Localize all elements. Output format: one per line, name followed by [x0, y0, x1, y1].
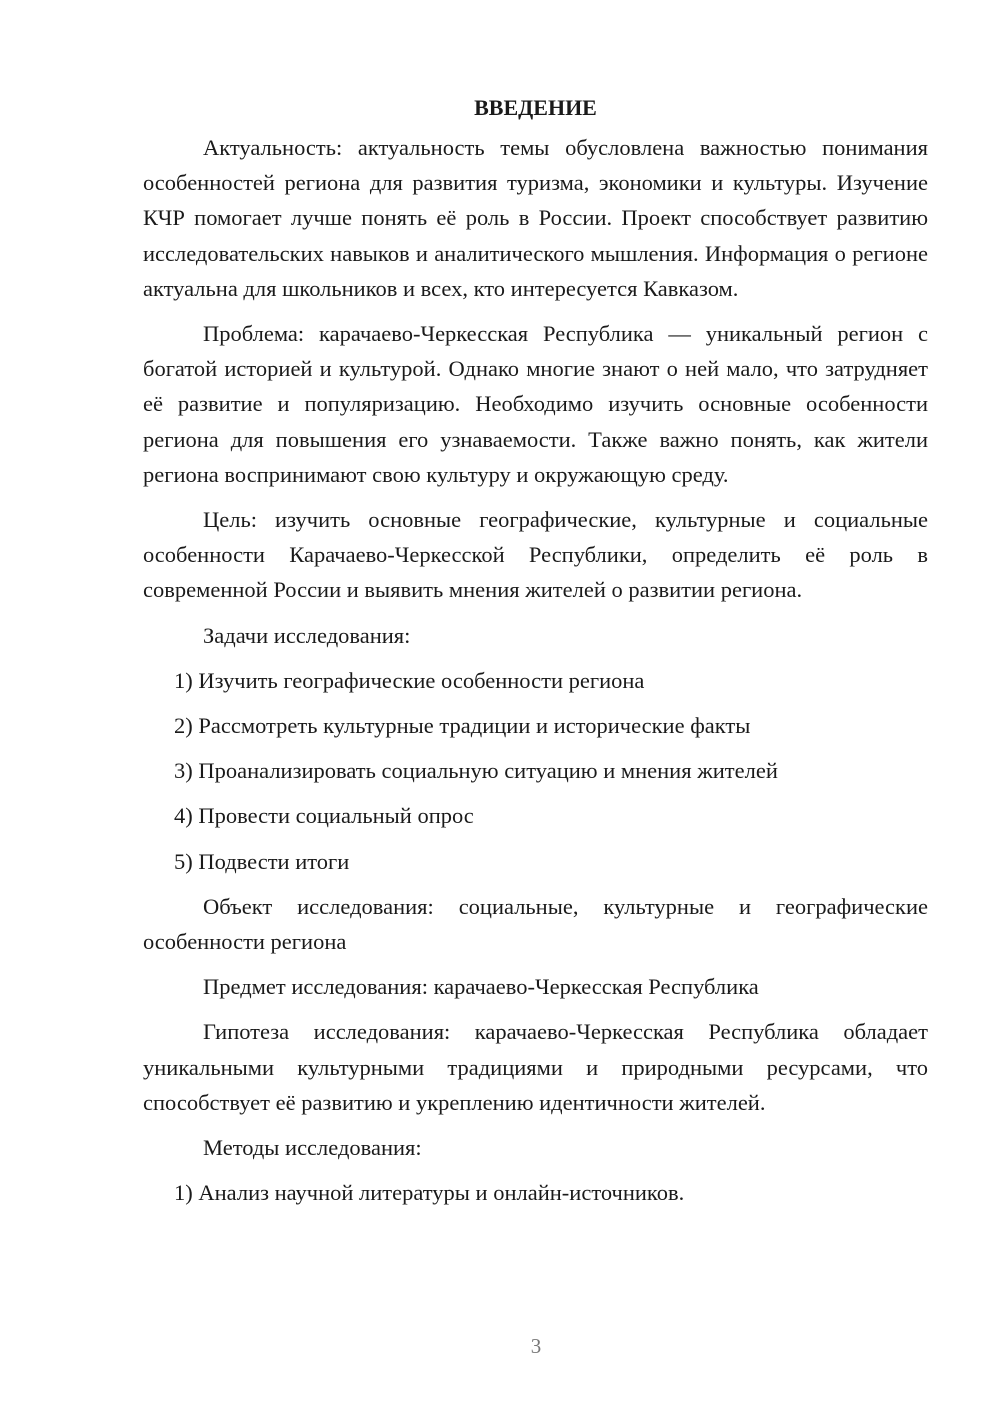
task-item: 2) Рассмотреть культурные традиции и исторические факты	[174, 713, 751, 739]
task-item: 3) Проанализировать социальную ситуацию и мнения жителей	[174, 758, 778, 784]
task-item: 4) Провести социальный опрос	[174, 803, 474, 829]
task-item: 1) Изучить географические особенности региона	[174, 667, 645, 693]
document-title: ВВЕДЕНИЕ	[474, 95, 597, 120]
goal-paragraph: Цель: изучить основные географические, культурные и социальные особенности Карачаево-Черкесской Республики, определить её роль в современной России и выявить мнения жителей о развитии региона.	[143, 507, 928, 603]
subject-paragraph: Предмет исследования: карачаево-Черкесская Республика	[203, 974, 759, 1000]
tasks-heading: Задачи исследования:	[203, 622, 411, 648]
hypothesis-paragraph: Гипотеза исследования: карачаево-Черкесская Республика обладает уникальными культурными традициями и природными ресурсами, что способствует её развитию и укреплению идентичности жителей.	[143, 1019, 928, 1115]
methods-list	[143, 1175, 928, 1210]
relevance-paragraph: Актуальность: актуальность темы обусловлена важностью понимания особенностей региона для развития туризма, экономики и культуры. Изучение КЧР помогает лучше понять её роль в России. Проект способствует развитию исследовательских навыков и аналитического мышления. Информация о регионе актуальна для школьников и всех, кто интересуется Кавказом.	[143, 135, 928, 301]
method-item: 1) Анализ научной литературы и онлайн-источников.	[174, 1180, 685, 1206]
page-number: 3	[530, 1334, 542, 1358]
methods-heading: Методы исследования:	[203, 1135, 422, 1161]
tasks-list	[143, 663, 928, 879]
task-item: 5) Подвести итоги	[174, 848, 350, 874]
problem-paragraph: Проблема: карачаево-Черкесская Республика — уникальный регион с богатой историей и культурой. Однако многие знают о ней мало, что затрудняет её развитие и популяризацию. Необходимо изучить основные особенности региона для повышения его узнаваемости. Также важно понять, как жители региона воспринимают свою культуру и окружающую среду.	[143, 321, 928, 487]
document-page	[143, 92, 928, 1220]
object-paragraph: Объект исследования: социальные, культурные и географические особенности региона	[143, 893, 928, 955]
